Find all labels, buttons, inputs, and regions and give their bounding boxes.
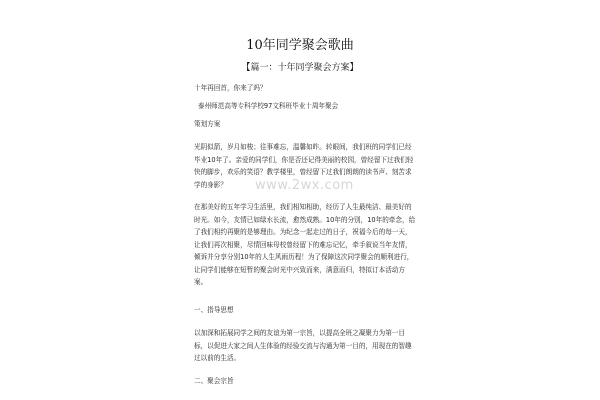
document-page [152,20,448,395]
document-subtitle: 【篇一：十年同学聚会方案】 [241,63,359,73]
intro-line-question: 十年再回首，你来了吗？ [194,84,267,92]
paragraph-opening: 光阴似箭，岁月如梭；往事难忘，温馨如昨。转眼间，我们班的同学们已经毕业10年了。亲爱的同学们，你是否还记得美丽的校园，曾经留下过我们轻快的脚步，欢乐的笑语？教学楼里，曾经留下过我们朗朗的读书声、刻苦求学的身影？ [194,143,414,189]
heading-gathering-purpose: 二、聚会宗旨 [194,377,234,385]
document-title: 10年同学聚会歌曲 [246,38,354,53]
paragraph-memories: 在那美好的五年学习生活里，我们相知相助，经历了人生最纯洁、最美好的时光。如今，友情已如绿水长流，愈然成熟。10年的分别，10年的牵念，给了我们相约再聚的是够理由。为纪念一起走过的日子，祝福今后的每一天，让我们再次相聚，尽情回味母校曾经留下的难忘记忆，牵手叙说当年友情，倾诉并分享分别10年的人生风雨历程！为了保障这次同学聚会的顺利进行，让同学们能够在短暂的聚会时光中兴致而来，满意而归，特拟订本活动方案。 [194,203,416,286]
section-label-plan: 策划方案 [194,120,221,128]
watermark: www.2wx.com [255,178,354,193]
intro-line-event: 泰州师范高等专科学校97文科班毕业十周年聚会 [198,102,339,110]
paragraph-guiding-ideology: 以加深和拓展同学之间的友谊为第一宗旨，以提高全班之凝聚力为第一目标，以促进大家之间人生体验的经验交流与沟通为第一目的，用现在的智趣过以前的生活。 [194,329,412,362]
heading-guiding-ideology: 一、指导思想 [194,306,234,314]
